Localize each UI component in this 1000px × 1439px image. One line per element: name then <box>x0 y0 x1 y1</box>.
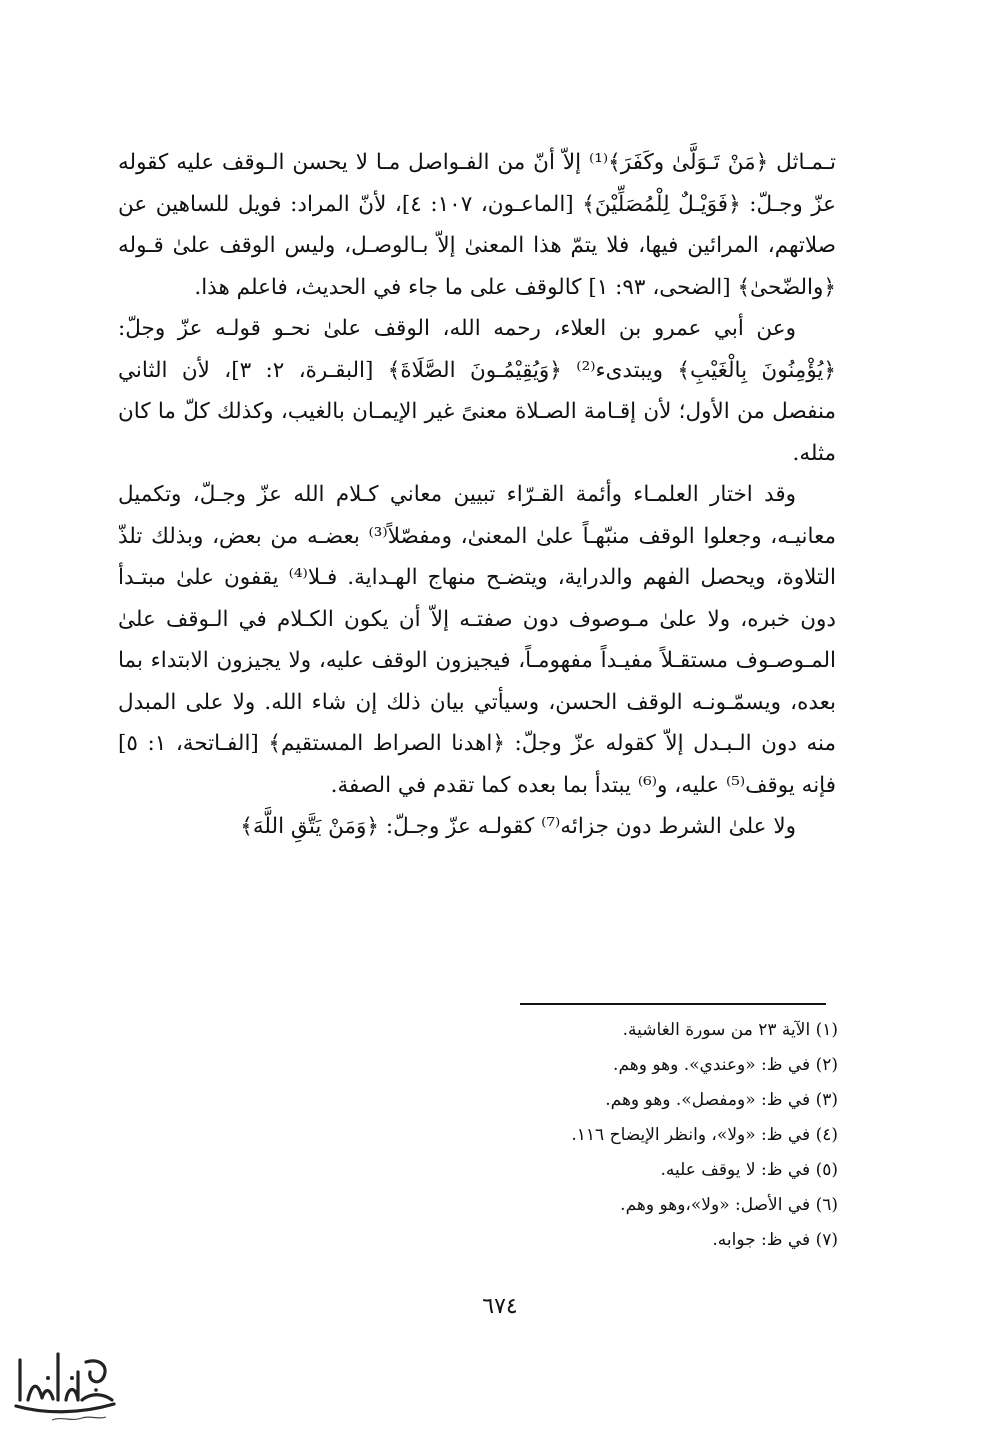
footnotes-list <box>318 1013 838 1258</box>
footnote-divider <box>520 1003 826 1005</box>
paragraph-4: ولا علىٰ الشرط دون جزائه⁽⁷⁾ كقولـه عزّ وجـلّ: ﴿وَمَنْ يَتَّقِ اللَّهَ﴾ <box>240 814 796 839</box>
footnote-1: (١) الآية ٢٣ من سورة الغاشية. <box>622 1020 838 1040</box>
footnote-2: (٢) في ظ: «وعندي». وهو وهم. <box>613 1055 838 1075</box>
footnote-6: (٦) في الأصل: «ولا»،وهو وهم. <box>620 1195 838 1215</box>
paragraph-1: تـمـاثل ﴿مَنْ تَـوَلَّىٰ وكَفَرَ﴾⁽¹⁾ إلاّ أنّ من الفـواصل مـا لا يحسن الـوقف عليه كقوله عزّ وجـلّ: ﴿فَوَيْـلٌ لِلْمُصَلِّيْنَ﴾ [الماعـون، ١٠٧: ٤]، لأنّ المراد: فويل للساهين عن صلاتهم، المرائين فيها، فلا يتمّ هذا المعنىٰ إلاّ بـالوصـل، وليس الوقف علىٰ قـوله ﴿والضّحىٰ﴾ [الضحى، ٩٣: ١] كالوقف على ما جاء في الحديث، فاعلم هذا. <box>118 150 837 300</box>
footnote-4: (٤) في ظ: «ولا»، وانظر الإيضاح ١١٦. <box>571 1125 838 1145</box>
footnote-7: (٧) في ظ: جوابه. <box>712 1230 838 1250</box>
calligraphy-stamp-icon <box>8 1342 120 1426</box>
footnote-5: (٥) في ظ: لا يوقف عليه. <box>660 1160 838 1180</box>
paragraph-2: وعن أبي عمرو بن العلاء، رحمه الله، الوقف علىٰ نحـو قولـه عزّ وجلّ: ﴿يُؤْمِنُونَ بِالْغَيْبِ﴾ ويبتدىء⁽²⁾ ﴿وَيُقِيْمُـونَ الصَّلَاةَ﴾ [البقـرة، ٢: ٣]، لأن الثاني منفصل من الأول؛ لأن إقـامة الصـلاة معنىً غير الإيمـان بالغيب، وكذلك كلّ ما كان مثله. <box>118 316 837 466</box>
main-text <box>118 142 836 848</box>
paragraph-3: وقد اختار العلمـاء وأئمة القـرّاء تبيين معاني كـلام الله عزّ وجـلّ، وتكميل معانيـه، وجعلوا الوقف منبّهـاً علىٰ المعنىٰ، ومفصّلاً⁽³⁾ بعضـه من بعض، وبذلك تلذّ التلاوة، ويحصل الفهم والدراية، ويتضـح منهاج الهـداية. فـلا⁽⁴⁾ يقفون علىٰ مبتـدأ دون خبره، ولا علىٰ مـوصوف دون صفتـه إلاّ أن يكون الكـلام في الـوقف علىٰ المـوصـوف مستقـلاً مفيـداً مفهومـاً، فيجيزون الوقف عليه، ولا يجيزون الابتداء بما بعده، ويسمّـونـه الوقف الحسن، وسيأتي بيان ذلك إن شاء الله. ولا على المبدل منه دون الـبـدل إلاّ كقوله عزّ وجلّ: ﴿اهدنا الصراط المستقيم﴾ [الفـاتحة، ١: ٥] فإنه يوقف⁽⁵⁾ عليه، و⁽⁶⁾ يبتدأ بما بعده كما تقدم في الصفة. <box>118 482 836 798</box>
page-number: ٦٧٤ <box>482 1294 518 1319</box>
footnote-3: (٣) في ظ: «ومفصل». وهو وهم. <box>605 1090 838 1110</box>
